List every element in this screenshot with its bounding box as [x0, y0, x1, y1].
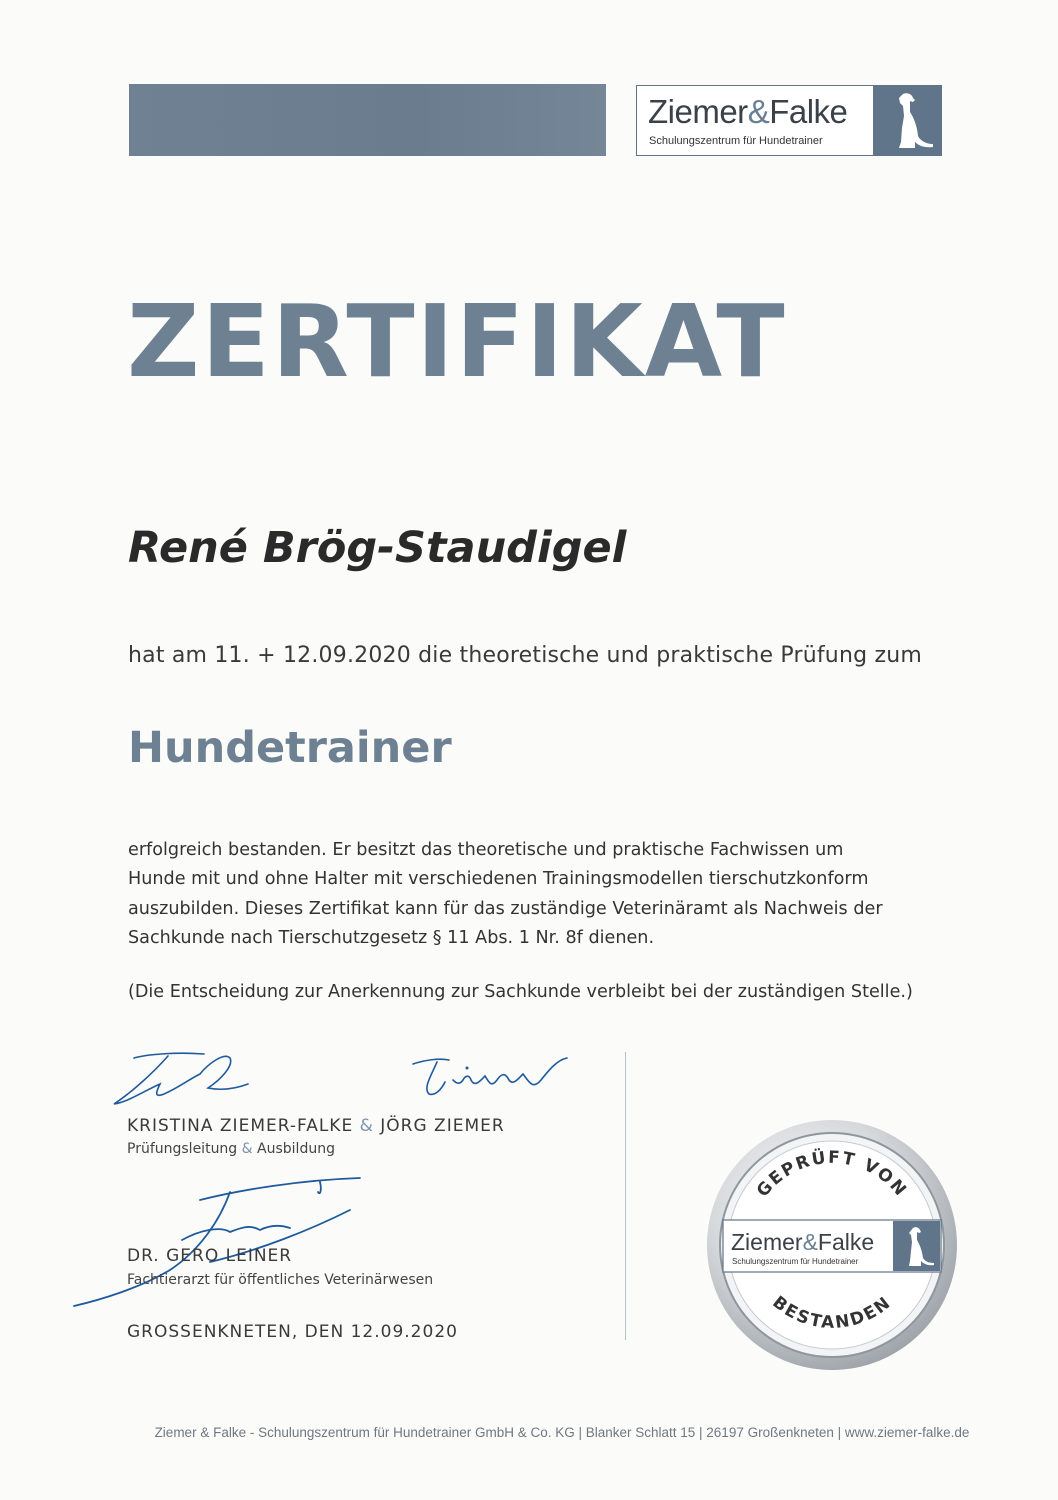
recognition-note: (Die Entscheidung zur Anerkennung zur Sachkunde verbleibt bei der zuständigen Stelle.)	[128, 982, 913, 1002]
recipient-name: René Brög-Staudigel	[128, 523, 627, 573]
place-and-date: GROSSENKNETEN, DEN 12.09.2020	[127, 1322, 458, 1342]
vet-role: Fachtierarzt für öffentliches Veterinärwesen	[127, 1272, 434, 1288]
qualification-title: Hundetrainer	[128, 723, 452, 773]
exam-intro-text: hat am 11. + 12.09.2020 die theoretische und praktische Prüfung zum	[128, 643, 922, 668]
certificate-body-text: erfolgreich bestanden. Er besitzt das theoretische und praktische Fachwissen um Hunde mit und ohne Halter mit verschiedenen Trainingsmodellen tierschutzkonform auszubilden. Dieses Zertifikat kann für das zuständige Veterinäramt als Nachweis der Sachkunde nach Tierschutzgesetz § 11 Abs. 1 Nr. 8f dienen.	[128, 840, 883, 948]
footer-address: Ziemer & Falke - Schulungszentrum für Hundetrainer GmbH & Co. KG | Blanker Schlatt 15 | 26197 Großenkneten | www.ziemer-falke.de	[154, 1425, 970, 1440]
signature-joerg	[405, 1052, 575, 1104]
header-color-bar	[129, 84, 606, 156]
signer-role: Prüfungsleitung & Ausbildung	[127, 1141, 335, 1157]
approval-seal	[705, 1118, 959, 1372]
seal-top-text: GEPRÜFT VON	[752, 1147, 912, 1202]
vet-name: DR. GERO LEINER	[127, 1246, 293, 1266]
seal-bottom-text: BESTANDEN	[768, 1292, 896, 1334]
brand-tagline: Schulungszentrum für Hundetrainer	[649, 135, 823, 147]
signature-gero-leiner	[70, 1170, 410, 1310]
seal-brand-wordmark: Ziemer&Falke	[731, 1229, 875, 1255]
seal-tagline: Schulungszentrum für Hundetrainer	[732, 1257, 859, 1266]
signature-kristina	[108, 1044, 258, 1114]
signer-names: KRISTINA ZIEMER-FALKE & JÖRG ZIEMER	[127, 1116, 505, 1136]
divider-line	[625, 1052, 626, 1340]
brand-wordmark: Ziemer&Falke	[648, 93, 848, 130]
certificate-title: ZERTIFIKAT	[127, 283, 787, 400]
brand-logo	[636, 85, 942, 156]
sitting-dog-icon	[873, 86, 941, 155]
